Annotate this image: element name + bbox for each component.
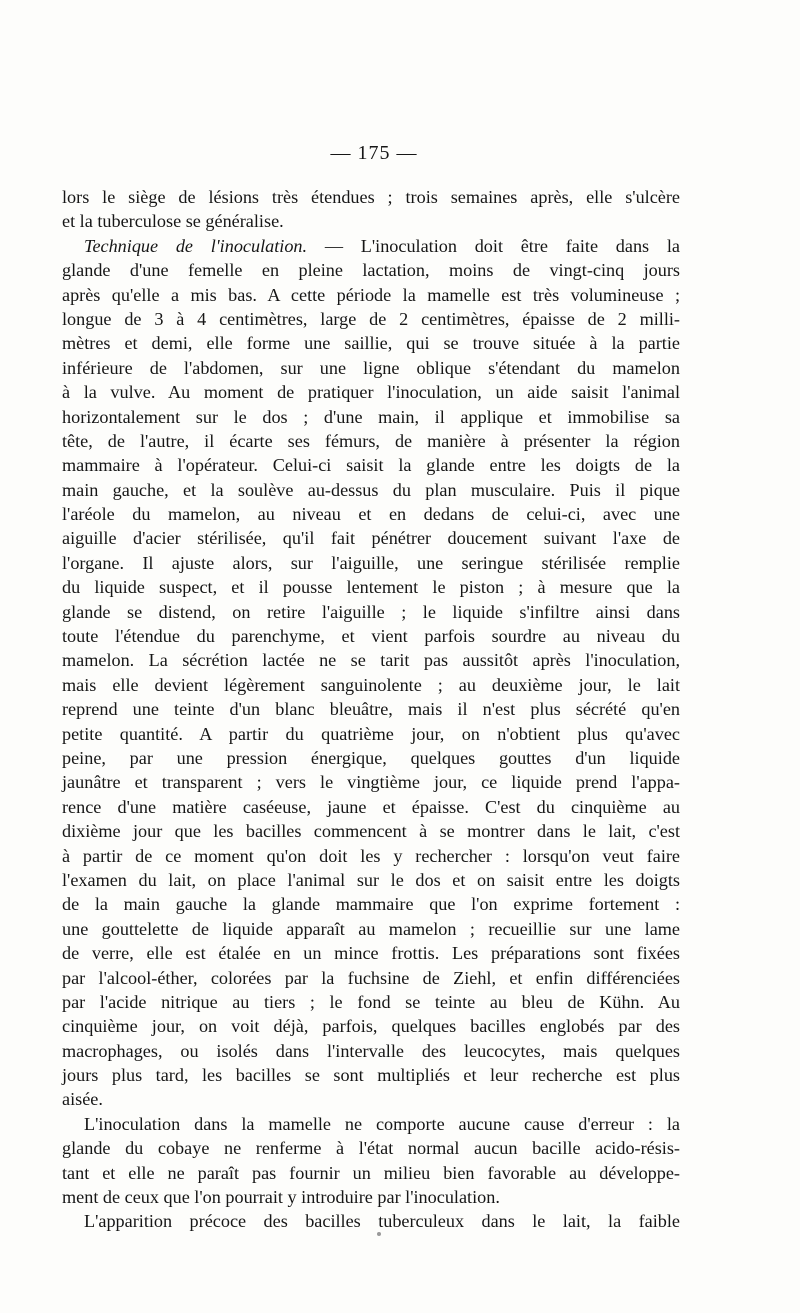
text-line: glande d'une femelle en pleine lactation, moins de vingt-cinq jours bbox=[62, 260, 680, 281]
text-line: tant et elle ne paraît pas fournir un milieu bien favorable au développe- bbox=[62, 1162, 680, 1183]
text-line: du liquide suspect, et il pousse lentement le piston ; à mesure que la bbox=[62, 577, 680, 598]
text-line: de la main gauche la glande mammaire que l'on exprime fortement : bbox=[62, 894, 680, 915]
text-line: ment de ceux que l'on pourrait y introduire par l'inoculation. bbox=[62, 1187, 500, 1208]
text-line: glande se distend, on retire l'aiguille ; le liquide s'infiltre ainsi dans bbox=[62, 601, 680, 622]
text-line: à la vulve. Au moment de pratiquer l'inoculation, un aide saisit l'animal bbox=[62, 382, 680, 403]
text-line: jaunâtre et transparent ; vers le vingtième jour, ce liquide prend l'appa- bbox=[62, 772, 680, 793]
text-run: — L'inoculation doit être faite dans la bbox=[307, 235, 680, 256]
text-line: longue de 3 à 4 centimètres, large de 2 centimètres, épaisse de 2 milli- bbox=[62, 308, 680, 329]
text-line: glande du cobaye ne renferme à l'état normal aucun bacille acido-résis- bbox=[62, 1138, 680, 1159]
text-line: après qu'elle a mis bas. A cette période la mamelle est très volumineuse ; bbox=[62, 284, 680, 305]
body-text bbox=[62, 185, 680, 1234]
text-line: lors le siège de lésions très étendues ; trois semaines après, elle s'ulcère bbox=[62, 187, 680, 207]
paper-speck bbox=[377, 1232, 381, 1236]
page-number: — 175 — bbox=[330, 142, 418, 164]
text-line: horizontalement sur le dos ; d'une main, il applique et immobilise sa bbox=[62, 406, 680, 427]
text-line: jours plus tard, les bacilles se sont multipliés et leur recherche est plus bbox=[62, 1065, 680, 1086]
text-line: L'apparition précoce des bacilles tuberculeux dans le lait, la faible bbox=[84, 1211, 680, 1232]
text-line: mammaire à l'opérateur. Celui-ci saisit la glande entre les doigts de la bbox=[62, 455, 680, 476]
text-line: toute l'étendue du parenchyme, et vient parfois sourdre au niveau du bbox=[62, 626, 680, 647]
text-line: mètres et demi, elle forme une saillie, qui se trouve située à la partie bbox=[62, 333, 680, 354]
text-line: rence d'une matière caséeuse, jaune et épaisse. C'est du cinquième au bbox=[62, 796, 680, 817]
text-line: l'organe. Il ajuste alors, sur l'aiguille, une seringue stérilisée remplie bbox=[62, 552, 680, 573]
text-line: et la tuberculose se généralise. bbox=[62, 211, 284, 232]
text-line: inférieure de l'abdomen, sur une ligne oblique s'étendant du mamelon bbox=[62, 357, 680, 378]
text-line: à partir de ce moment qu'on doit les y rechercher : lorsqu'on veut faire bbox=[62, 845, 680, 866]
text-line: mais elle devient légèrement sanguinolente ; au deuxième jour, le lait bbox=[62, 674, 680, 695]
text-line: main gauche, et la soulève au-dessus du plan musculaire. Puis il pique bbox=[62, 479, 680, 500]
text-line bbox=[62, 234, 680, 258]
text-line: l'aréole du mamelon, au niveau et en dedans de celui-ci, avec une bbox=[62, 504, 680, 525]
text-line: reprend une teinte d'un blanc bleuâtre, mais il n'est plus sécrété qu'en bbox=[62, 699, 680, 720]
text-line: une gouttelette de liquide apparaît au mamelon ; recueillie sur une lame bbox=[62, 918, 680, 939]
text-line: cinquième jour, on voit déjà, parfois, quelques bacilles englobés par des bbox=[62, 1016, 680, 1037]
text-line: aiguille d'acier stérilisée, qu'il fait pénétrer doucement suivant l'axe de bbox=[62, 528, 680, 549]
text-line: peine, par une pression énergique, quelques gouttes d'un liquide bbox=[62, 747, 680, 768]
text-line: L'inoculation dans la mamelle ne comporte aucune cause d'erreur : la bbox=[84, 1113, 680, 1134]
text-line: par l'acide nitrique au tiers ; le fond se teinte au bleu de Kühn. Au bbox=[62, 991, 680, 1012]
text-line: de verre, elle est étalée en un mince frottis. Les préparations sont fixées bbox=[62, 943, 680, 964]
text-line: aisée. bbox=[62, 1089, 103, 1110]
text-line: tête, de l'autre, il écarte ses fémurs, de manière à présenter la région bbox=[62, 430, 680, 451]
text-line: macrophages, ou isolés dans l'intervalle des leucocytes, mais quelques bbox=[62, 1040, 680, 1061]
text-line: dixième jour que les bacilles commencent à se montrer dans le lait, c'est bbox=[62, 821, 680, 842]
section-heading: Technique de l'inoculation. bbox=[84, 235, 308, 256]
text-line: petite quantité. A partir du quatrième jour, on n'obtient plus qu'avec bbox=[62, 723, 680, 744]
text-line: l'examen du lait, on place l'animal sur le dos et on saisit entre les doigts bbox=[62, 869, 680, 890]
text-line: par l'alcool-éther, colorées par la fuchsine de Ziehl, et enfin différenciées bbox=[62, 967, 680, 988]
text-line: mamelon. La sécrétion lactée ne se tarit pas aussitôt après l'inoculation, bbox=[62, 650, 680, 671]
